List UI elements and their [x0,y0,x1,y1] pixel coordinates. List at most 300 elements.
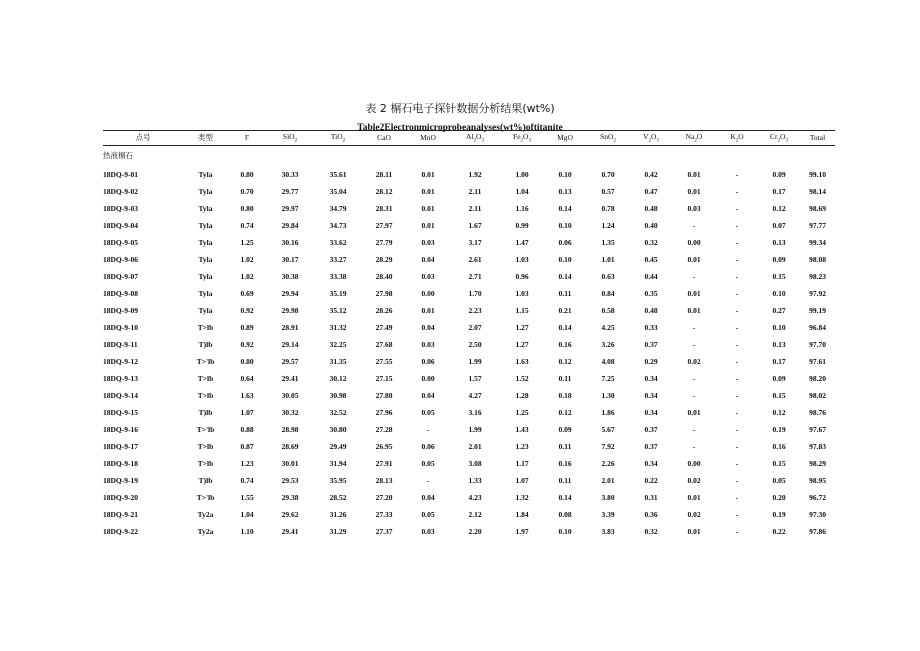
value-cell: 2.07 [468,323,482,332]
value-cell: 0.42 [644,170,658,179]
value-cell: - [692,391,696,400]
value-cell: 0.11 [558,374,572,383]
value-cell: 0.74 [240,476,254,485]
value-cell: 98.14 [809,187,826,196]
value-cell: 30.32 [281,408,299,417]
value-cell: 1.35 [601,238,615,247]
value-cell: 34.73 [329,221,347,230]
value-cell: 0.34 [644,459,658,468]
type-cell: T>'lb [196,357,215,366]
value-cell: 0.57 [601,187,615,196]
value-cell: 0.09 [772,255,786,264]
value-cell: 27.15 [375,374,393,383]
value-cell: 30.38 [281,272,299,281]
value-cell: 27.37 [375,527,393,536]
value-cell: 35.19 [329,289,347,298]
value-cell: 0.74 [240,221,254,230]
value-cell: 0.01 [687,187,701,196]
value-cell: 0.12 [772,408,786,417]
table-row [103,472,835,489]
value-cell: 0.31 [644,493,658,502]
value-cell: 1.33 [468,476,482,485]
value-cell: 0.05 [421,510,435,519]
value-cell: - [735,493,739,502]
value-cell: 1.01 [601,255,615,264]
value-cell: 99.19 [809,306,826,315]
column-header: MgO [557,132,573,142]
value-cell: 29.77 [281,187,299,196]
value-cell: 0.01 [687,289,701,298]
column-header: 类型 [198,132,213,142]
table-row [103,370,835,387]
value-cell: 0.27 [772,306,786,315]
value-cell: 0.01 [687,170,701,179]
value-cell: 0.13 [772,340,786,349]
value-cell: 2.01 [468,442,482,451]
value-cell: 0.20 [772,493,786,502]
table-row [103,523,835,540]
table-header-row [103,129,835,145]
table-row [103,285,835,302]
value-cell: 2.61 [468,255,482,264]
value-cell: 28.69 [281,442,299,451]
value-cell: 0.17 [772,357,786,366]
value-cell: 0.69 [240,289,254,298]
type-cell: T)lb [198,408,213,417]
value-cell: 0.04 [421,391,435,400]
point-id-cell: 18DQ-9-14 [103,391,138,400]
value-cell: 0.02 [687,476,701,485]
value-cell: 0.04 [421,323,435,332]
value-cell: 0.02 [687,357,701,366]
value-cell: 0.80 [240,204,254,213]
point-id-cell: 18DQ-9-19 [103,476,138,485]
value-cell: 30.12 [329,374,347,383]
value-cell: 1.27 [515,323,529,332]
point-id-cell: 18DQ-9-16 [103,425,138,434]
type-cell: Ty2a [197,527,214,536]
table-row [103,200,835,217]
value-cell: - [735,306,739,315]
value-cell: 2.11 [468,187,482,196]
value-cell: 0.14 [558,323,572,332]
value-cell: - [692,272,696,281]
value-cell: 27.28 [375,425,393,434]
table-row [103,251,835,268]
value-cell: 0.12 [772,204,786,213]
value-cell: 0.63 [601,272,615,281]
value-cell: 0.99 [515,221,529,230]
value-cell: 0.34 [644,374,658,383]
column-header: 点号 [135,132,151,142]
value-cell: - [692,340,696,349]
value-cell: 0.96 [515,272,529,281]
value-cell: - [735,204,739,213]
value-cell: 1.25 [515,408,529,417]
value-cell: 0.19 [772,425,786,434]
column-header: SnO$_2$ [600,132,616,144]
value-cell: 1.15 [515,306,529,315]
value-cell: - [735,527,739,536]
type-cell: T>lb [197,374,214,383]
value-cell: 98.76 [809,408,826,417]
value-cell: 33.62 [329,238,347,247]
value-cell: 0.15 [772,459,786,468]
value-cell: - [735,255,739,264]
value-cell: 0.10 [558,170,572,179]
value-cell: 1.67 [468,221,482,230]
value-cell: 1.03 [515,255,529,264]
table-row [103,183,835,200]
value-cell: 27.98 [375,289,393,298]
value-cell: 0.10 [772,323,786,332]
value-cell: 0.80 [240,357,254,366]
value-cell: 0.14 [558,204,572,213]
value-cell: 32.52 [329,408,347,417]
point-id-cell: 18DQ-9-20 [103,493,138,502]
value-cell: 1.23 [515,442,529,451]
column-header: Total [809,132,826,142]
value-cell: 2.20 [468,527,482,536]
value-cell: 0.92 [240,340,254,349]
value-cell: 0.19 [772,510,786,519]
value-cell: 1.07 [240,408,254,417]
value-cell: 33.38 [329,272,347,281]
value-cell: 1.55 [240,493,254,502]
value-cell: 29.62 [281,510,299,519]
value-cell: 0.33 [644,323,658,332]
type-cell: Tyla [198,221,213,230]
value-cell: 35.95 [329,476,347,485]
value-cell: 30.80 [329,425,347,434]
value-cell: 97.77 [809,221,826,230]
value-cell: 30.05 [281,391,299,400]
value-cell: 1.24 [601,221,615,230]
value-cell: 98.95 [809,476,826,485]
value-cell: 0.01 [421,170,435,179]
column-header: CaO [377,132,391,142]
value-cell: 97.70 [809,340,826,349]
value-cell: 0.09 [772,170,786,179]
value-cell: 97.30 [809,510,826,519]
point-id-cell: 18DQ-9-13 [103,374,138,383]
value-cell: 27.33 [375,510,393,519]
value-cell: 0.00 [421,289,435,298]
table-row [103,455,835,472]
value-cell: 29.94 [281,289,299,298]
value-cell: - [735,459,739,468]
value-cell: 0.11 [558,476,572,485]
value-cell: 0.13 [772,238,786,247]
value-cell: 0.05 [772,476,786,485]
value-cell: 1.70 [468,289,482,298]
value-cell: 99.10 [809,170,826,179]
value-cell: - [735,510,739,519]
point-id-cell: 18DQ-9-11 [103,340,138,349]
point-id-cell: 18DQ-9-10 [103,323,138,332]
column-header: TiO$_2$ [330,132,346,144]
value-cell: 0.29 [644,357,658,366]
value-cell: 0.64 [240,374,254,383]
value-cell: 3.39 [601,510,615,519]
value-cell: 1.23 [240,459,254,468]
value-cell: - [735,374,739,383]
value-cell: 29.97 [281,204,299,213]
value-cell: 1.47 [515,238,529,247]
value-cell: - [735,170,739,179]
table-row [103,387,835,404]
value-cell: 0.07 [772,221,786,230]
value-cell: 1.04 [515,187,529,196]
value-cell: 31.94 [329,459,347,468]
value-cell: 28.26 [375,306,393,315]
value-cell: 31.26 [329,510,347,519]
value-cell: 27.68 [375,340,393,349]
type-cell: Tyla [198,187,213,196]
value-cell: 2.50 [468,340,482,349]
value-cell: 0.01 [687,255,701,264]
value-cell: 1.03 [515,289,529,298]
value-cell: 2.12 [468,510,482,519]
value-cell: 0.01 [421,306,435,315]
value-cell: 1.00 [515,170,529,179]
point-id-cell: 18DQ-9-01 [103,170,138,179]
type-cell: Ty2a [197,510,214,519]
value-cell: 1.02 [240,255,254,264]
value-cell: 0.21 [558,306,572,315]
value-cell: 97.92 [809,289,826,298]
value-cell: 3.08 [468,459,482,468]
value-cell: 0.03 [421,340,435,349]
value-cell: 3.26 [601,340,615,349]
type-cell: T>'lb [196,493,215,502]
type-cell: Tyla [198,170,213,179]
value-cell: 0.58 [601,306,615,315]
value-cell: 35.04 [329,187,347,196]
value-cell: - [735,357,739,366]
value-cell: 0.00 [687,459,701,468]
value-cell: 4.08 [601,357,615,366]
table-row [103,404,835,421]
value-cell: 29.49 [329,442,347,451]
value-cell: - [735,442,739,451]
type-cell: T)lb [198,340,213,349]
value-cell: 30.16 [281,238,299,247]
table-row [103,234,835,251]
value-cell: 28.52 [329,493,347,502]
value-cell: 2.11 [468,204,482,213]
value-cell: 0.48 [644,306,658,315]
value-cell: 2.23 [468,306,482,315]
value-cell: 34.79 [329,204,347,213]
value-cell: 1.86 [601,408,615,417]
value-cell: 0.80 [240,170,254,179]
value-cell: 0.00 [421,374,435,383]
value-cell: 30.98 [329,391,347,400]
value-cell: 32.25 [329,340,347,349]
value-cell: 1.02 [240,272,254,281]
value-cell: 1.99 [468,357,482,366]
value-cell: 4.25 [601,323,615,332]
type-cell: T>lb [197,323,214,332]
value-cell: 31.35 [329,357,347,366]
table-row [103,268,835,285]
value-cell: 28.13 [375,476,393,485]
value-cell: 0.70 [240,187,254,196]
value-cell: 97.67 [809,425,826,434]
value-cell: 0.70 [601,170,615,179]
value-cell: 0.09 [558,425,572,434]
value-cell: 7.92 [601,442,615,451]
value-cell: 5.67 [601,425,615,434]
value-cell: 1.17 [515,459,529,468]
titanite-analysis-table [103,129,835,540]
value-cell: 0.01 [687,527,701,536]
value-cell: 1.16 [515,204,529,213]
value-cell: 29.98 [281,306,299,315]
type-cell: T>lb [197,459,214,468]
value-cell: 3.83 [601,527,615,536]
point-id-cell: 18DQ-9-18 [103,459,138,468]
column-header: $Na_2O$ [685,132,703,144]
value-cell: 0.00 [687,238,701,247]
point-id-cell: 18DQ-9-15 [103,408,138,417]
value-cell: 0.37 [644,425,658,434]
value-cell: 1.97 [515,527,529,536]
value-cell: 98.02 [809,391,826,400]
value-cell: - [735,187,739,196]
value-cell: 0.40 [644,221,658,230]
value-cell: 31.32 [329,323,347,332]
table-row [103,302,835,319]
column-header: MnO [420,132,436,142]
value-cell: 1.57 [468,374,482,383]
value-cell: 0.09 [772,374,786,383]
value-cell: - [735,289,739,298]
value-cell: 0.15 [772,272,786,281]
value-cell: 0.01 [687,306,701,315]
value-cell: 2.71 [468,272,482,281]
value-cell: 0.32 [644,527,658,536]
value-cell: 1.04 [240,510,254,519]
value-cell: 0.03 [421,527,435,536]
value-cell: - [735,340,739,349]
column-header: F [244,132,250,142]
point-id-cell: 18DQ-9-08 [103,289,138,298]
value-cell: - [692,374,696,383]
value-cell: 0.04 [421,493,435,502]
type-cell: Tyla [198,272,213,281]
value-cell: 2.26 [601,459,615,468]
value-cell: 27.79 [375,238,393,247]
value-cell: 4.27 [468,391,482,400]
value-cell: 0.14 [558,272,572,281]
value-cell: 1.63 [240,391,254,400]
value-cell: 30.33 [281,170,299,179]
point-id-cell: 18DQ-9-22 [103,527,138,536]
value-cell: 35.12 [329,306,347,315]
value-cell: 98.20 [809,374,826,383]
table-title-en: Table2Electronmicroprobeanalyses(wt%)oftitanite [357,123,563,133]
value-cell: 1.43 [515,425,529,434]
type-cell: T>lb [197,442,214,451]
value-cell: - [692,221,696,230]
value-cell: 1.63 [515,357,529,366]
value-cell: 0.22 [772,527,786,536]
value-cell: 28.31 [375,204,393,213]
value-cell: 0.03 [687,204,701,213]
value-cell: 0.01 [687,493,701,502]
table-row [103,489,835,506]
type-cell: Tyla [198,289,213,298]
value-cell: 1.25 [240,238,254,247]
value-cell: 1.99 [468,425,482,434]
value-cell: 4.23 [468,493,482,502]
value-cell: 28.12 [375,187,393,196]
value-cell: 98.69 [809,204,826,213]
value-cell: 3.16 [468,408,482,417]
column-header: $V_2O_3$ [643,132,659,144]
table-row [103,319,835,336]
value-cell: 0.37 [644,340,658,349]
value-cell: 27.20 [375,493,393,502]
value-cell: 0.03 [421,272,435,281]
value-cell: 0.35 [644,289,658,298]
value-cell: 0.06 [421,442,435,451]
type-cell: Tyla [198,306,213,315]
value-cell: 1.52 [515,374,529,383]
point-id-cell: 18DQ-9-03 [103,204,138,213]
table-row [103,166,835,183]
value-cell: 0.34 [644,391,658,400]
value-cell: 0.11 [558,442,572,451]
type-cell: Tyla [198,255,213,264]
value-cell: 0.84 [601,289,615,298]
value-cell: 0.92 [240,306,254,315]
value-cell: 96.72 [809,493,826,502]
value-cell: 0.87 [240,442,254,451]
value-cell: 0.01 [421,187,435,196]
value-cell: 0.12 [558,408,572,417]
value-cell: 0.22 [644,476,658,485]
value-cell: 96.84 [809,323,826,332]
value-cell: 28.98 [281,425,299,434]
value-cell: 29.57 [281,357,299,366]
value-cell: 98.23 [809,272,826,281]
column-header: $Al_2O_3$ [466,132,484,144]
column-header: SiO$_2$ [282,132,298,144]
point-id-cell: 18DQ-9-02 [103,187,138,196]
value-cell: 0.12 [558,357,572,366]
value-cell: 0.01 [687,408,701,417]
value-cell: 28.91 [281,323,299,332]
value-cell: 97.61 [809,357,826,366]
value-cell: 35.61 [329,170,347,179]
table-row [103,438,835,455]
point-id-cell: 18DQ-9-06 [103,255,138,264]
value-cell: 3.80 [601,493,615,502]
value-cell: 27.80 [375,391,393,400]
value-cell: 26.95 [375,442,393,451]
table-row [103,217,835,234]
value-cell: 1.10 [240,527,254,536]
value-cell: 0.10 [558,255,572,264]
value-cell: 0.11 [558,289,572,298]
value-cell: 28.29 [375,255,393,264]
value-cell: - [426,476,430,485]
value-cell: - [735,272,739,281]
type-cell: T>lb [197,391,214,400]
